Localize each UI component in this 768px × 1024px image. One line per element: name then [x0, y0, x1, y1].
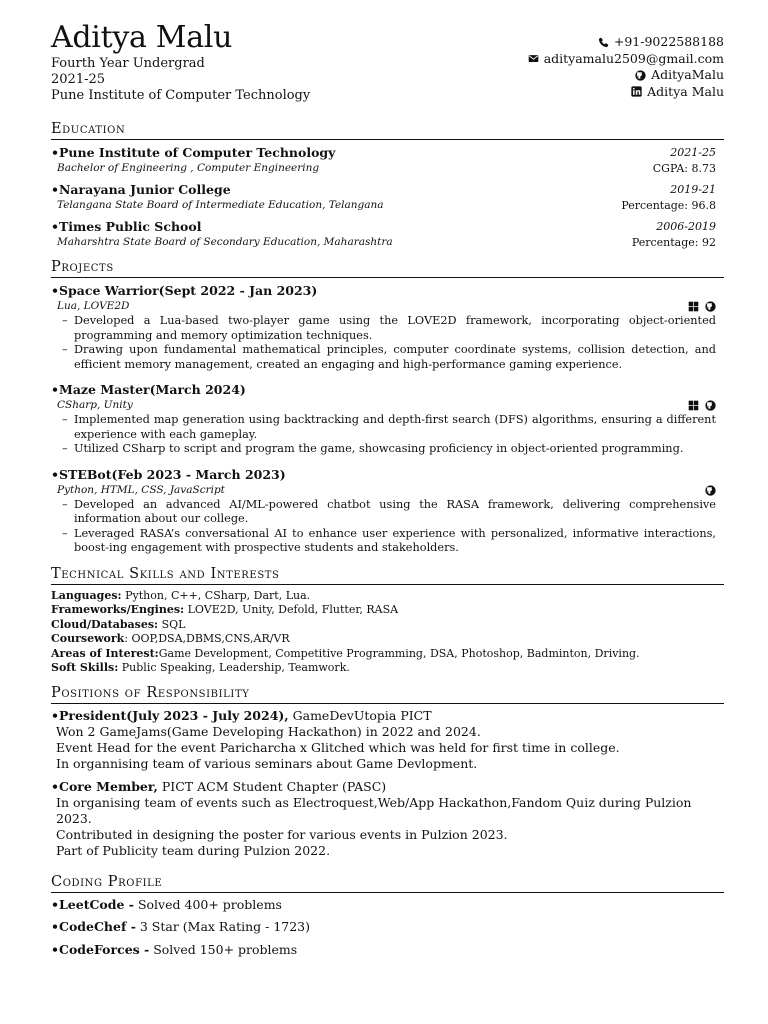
skill-key: Soft Skills:: [51, 661, 119, 674]
education-item: [51, 218, 724, 250]
education-item: [51, 144, 724, 176]
position-role: President(July 2023 - July 2024),: [59, 707, 289, 723]
bullet-glyph: •: [51, 382, 59, 397]
position-item: [51, 708, 724, 772]
education-date: 2021-25: [670, 146, 716, 159]
header-subtitle-3: Pune Institute of Computer Technology: [51, 88, 311, 103]
position-line: In organnising team of various seminars about Game Devlopment.: [56, 755, 478, 771]
bullet-glyph: •: [51, 219, 59, 234]
skill-value: : OOP,DSA,DBMS,CNS,AR/VR: [124, 632, 290, 645]
school-name: Narayana Junior College: [59, 182, 231, 197]
phone-text: +91-9022588188: [613, 34, 724, 49]
phone-row[interactable]: [528, 34, 724, 51]
section-title-coding: Coding Profile: [51, 873, 724, 893]
bullet-glyph: •: [51, 778, 59, 794]
skill-value: Python, C++, CSharp, Dart, Lua.: [121, 588, 311, 602]
coding-detail: 3 Star (Max Rating - 1723): [135, 919, 311, 935]
header-subtitle-1: Fourth Year Undergrad: [51, 56, 205, 71]
degree-text: Bachelor of Engineering , Computer Engineering: [57, 162, 320, 174]
position-org: GameDevUtopia PICT: [288, 707, 432, 723]
coding-item: [51, 919, 724, 935]
linkedin-text: Aditya Malu: [647, 83, 724, 99]
skill-value: SQL: [158, 617, 186, 631]
skill-row: [51, 661, 724, 676]
degree-text: Maharshtra State Board of Secondary Education, Maharashtra: [57, 236, 393, 248]
header-subtitle-2: 2021-25: [51, 72, 106, 87]
education-date: 2006-2019: [656, 220, 716, 233]
coding-site: CodeChef -: [59, 919, 136, 935]
project-tech: Lua, LOVE2D: [57, 300, 130, 312]
project-bullet: – Leveraged RASA’s conversational AI to enhance user experience with personalized, informative interactions, boost-ing engagement with prospective students and stakeholders.: [51, 527, 724, 556]
project-bullet: – Developed an advanced AI/ML-powered chatbot using the RASA framework, delivering comprehensive information about our college.: [51, 498, 724, 527]
skill-value: Game Development, Competitive Programming, DSA, Photoshop, Badminton, Driving.: [158, 646, 640, 660]
project-bullet: – Utilized CSharp to script and program the game, showcasing proficiency in object-oriented programming.: [51, 442, 724, 457]
degree-text: Telangana State Board of Intermediate Education, Telangana: [57, 199, 384, 211]
skill-key: Coursework: [51, 632, 125, 645]
projects-list: [51, 282, 724, 556]
project-bullet: – Implemented map generation using backtracking and depth-first search (DFS) algorithms, ensuring a different experience with each gameplay.: [51, 413, 724, 442]
resume-page: [51, 20, 724, 964]
school-name: Times Public School: [59, 219, 202, 234]
resume-header: [51, 20, 724, 112]
linkedin-icon: [631, 86, 642, 97]
envelope-icon: [528, 53, 539, 64]
linkedin-row[interactable]: [528, 84, 724, 101]
github-icon: [635, 70, 646, 81]
skill-key: Frameworks/Engines:: [51, 603, 185, 616]
contact-block: [528, 34, 724, 100]
project-bullet: – Drawing upon fundamental mathematical principles, computer coordinate systems, collision detection, and efficient memory management, created an engaging and high-performance gaming experience.: [51, 343, 724, 372]
skill-row: [51, 632, 724, 647]
bullet-glyph: •: [51, 283, 59, 298]
section-title-projects: Projects: [51, 258, 724, 278]
bullet-glyph: •: [51, 896, 59, 912]
bullet-glyph: •: [51, 941, 59, 957]
email-row[interactable]: [528, 51, 724, 68]
project-item: [51, 282, 724, 372]
score-text: CGPA: 8.73: [652, 162, 716, 175]
coding-site: LeetCode -: [59, 896, 134, 912]
phone-icon: [598, 37, 609, 48]
score-text: Percentage: 96.8: [621, 199, 716, 212]
skill-value: LOVE2D, Unity, Defold, Flutter, RASA: [184, 603, 399, 616]
position-item: [51, 779, 724, 859]
coding-site: CodeForces -: [59, 941, 150, 957]
coding-detail: Solved 150+ problems: [149, 941, 298, 957]
project-item: [51, 381, 724, 457]
positions-list: [51, 708, 724, 859]
project-title: STEBot(Feb 2023 - March 2023): [59, 466, 286, 482]
github-icon[interactable]: [705, 485, 716, 496]
bullet-glyph: •: [51, 466, 59, 482]
bullet-glyph: •: [51, 182, 59, 197]
candidate-name: Aditya Malu: [51, 20, 233, 55]
skill-row: [51, 647, 724, 662]
position-line: Event Head for the event Paricharcha x Glitched which was held for first time in college.: [56, 739, 620, 755]
position-line: In organising team of events such as Electroquest,Web/App Hackathon,Fandom Quiz during Pulzion 2023.: [56, 794, 692, 826]
email-text: adityamalu2509@gmail.com: [543, 50, 724, 66]
bullet-glyph: •: [51, 919, 59, 935]
github-row[interactable]: [528, 67, 724, 84]
score-text: Percentage: 92: [631, 236, 716, 249]
skill-value: Public Speaking, Leadership, Teamwork.: [118, 661, 350, 674]
school-name: Pune Institute of Computer Technology: [59, 145, 336, 160]
skill-key: Areas of Interest:: [51, 646, 159, 660]
coding-item: [51, 942, 724, 958]
section-title-positions: Positions of Responsibility: [51, 684, 724, 704]
windows-icon[interactable]: [688, 400, 699, 411]
bullet-glyph: •: [51, 145, 59, 160]
skill-row: [51, 603, 724, 618]
education-date: 2019-21: [670, 183, 716, 196]
position-line: Won 2 GameJams(Game Developing Hackathon) in 2022 and 2024.: [56, 723, 481, 739]
github-text: AdityaMalu: [651, 67, 724, 82]
education-list: [51, 144, 724, 250]
coding-item: [51, 897, 724, 913]
education-item: [51, 181, 724, 213]
project-title: Maze Master(March 2024): [59, 382, 246, 397]
skill-key: Languages:: [51, 588, 122, 602]
position-line: Contributed in designing the poster for various events in Pulzion 2023.: [56, 826, 508, 842]
coding-list: [51, 897, 724, 958]
skills-list: [51, 589, 724, 676]
project-tech: CSharp, Unity: [57, 399, 133, 411]
skill-row: [51, 618, 724, 633]
windows-icon[interactable]: [688, 301, 699, 312]
bullet-glyph: •: [51, 707, 59, 723]
section-title-education: Education: [51, 120, 724, 140]
project-title: Space Warrior(Sept 2022 - Jan 2023): [59, 283, 318, 298]
position-line: Part of Publicity team during Pulzion 2022.: [56, 842, 331, 858]
skill-row: [51, 589, 724, 604]
skill-key: Cloud/Databases:: [51, 617, 159, 631]
position-role: Core Member,: [59, 778, 158, 794]
position-org: PICT ACM Student Chapter (PASC): [157, 778, 387, 794]
section-title-skills: Technical Skills and Interests: [51, 565, 724, 585]
project-bullet: – Developed a Lua-based two-player game using the LOVE2D framework, incorporating object-oriented programming and memory optimization techniques.: [51, 314, 724, 343]
project-tech: Python, HTML, CSS, JavaScript: [57, 483, 225, 496]
github-icon[interactable]: [705, 400, 716, 411]
coding-detail: Solved 400+ problems: [134, 896, 282, 912]
github-icon[interactable]: [705, 301, 716, 312]
project-item: [51, 466, 724, 556]
